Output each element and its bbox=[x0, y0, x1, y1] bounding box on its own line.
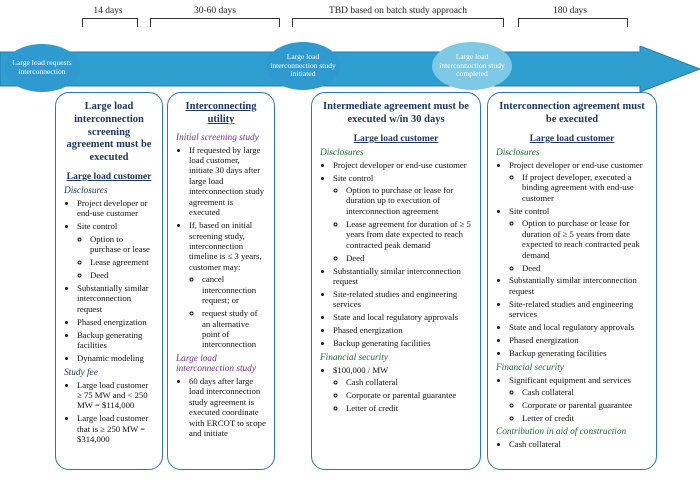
list-item-text: Cash collateral bbox=[509, 439, 561, 450]
sub-list-item: ◦ Letter of credit bbox=[346, 403, 472, 413]
timeline-label: TBD based on batch study approach bbox=[329, 6, 467, 16]
list-item-text: Significant equipment and services bbox=[509, 374, 631, 385]
timeline-bracket bbox=[518, 18, 628, 27]
section-label: Financial security bbox=[320, 352, 388, 363]
list-item bbox=[333, 325, 472, 335]
list-item bbox=[509, 335, 648, 345]
list-item-text: Backup generating facilities bbox=[333, 338, 431, 349]
sub-list-item: ◦ Option to purchase or lease for duration of ≥ 5 years from date expected to reach contracted peak demand bbox=[522, 218, 648, 260]
milestone-label: Large load interconnection study initiated bbox=[270, 51, 336, 79]
list-item bbox=[77, 380, 154, 411]
section-label: Disclosures bbox=[496, 147, 540, 158]
list-item-text: $100,000 / MW bbox=[333, 364, 389, 375]
timeline-label: 30-60 days bbox=[194, 6, 236, 16]
timeline-bracket bbox=[292, 18, 504, 27]
list-item bbox=[509, 275, 648, 296]
sub-list-item: ◦ Cash collateral bbox=[522, 387, 648, 397]
list-item bbox=[77, 413, 154, 444]
sub-list-item: ◦ Deed bbox=[346, 253, 472, 263]
sub-list bbox=[509, 172, 648, 203]
list-item-text: Project developer or end-use customer bbox=[333, 159, 467, 170]
list-item bbox=[509, 299, 648, 320]
list-item bbox=[509, 160, 648, 204]
list-item bbox=[189, 220, 266, 350]
list-item-text: State and local regulatory approvals bbox=[509, 322, 634, 333]
list-item bbox=[509, 375, 648, 424]
list-item-text: Large load customer ≥ 75 MW and < 250 MW = $114,000 bbox=[77, 379, 149, 411]
sub-list bbox=[189, 274, 266, 350]
sub-list bbox=[333, 185, 472, 263]
section-label: Large load interconnection study bbox=[176, 353, 256, 374]
milestone-requests-interconnection bbox=[4, 44, 80, 92]
list-item bbox=[333, 173, 472, 264]
list-item-text: Site control bbox=[509, 205, 550, 216]
card-screening-agreement bbox=[55, 92, 163, 470]
section-list bbox=[496, 160, 648, 359]
sub-list-item: ◦ Option to purchase or lease for duration up to execution of interconnection agreement bbox=[346, 185, 472, 216]
list-item-text: Project developer or end-use customer bbox=[509, 159, 643, 170]
sub-list-item: ◦ Deed bbox=[90, 270, 154, 280]
list-item bbox=[333, 289, 472, 310]
timeline-label: 180 days bbox=[552, 6, 588, 16]
process-arrow bbox=[0, 46, 700, 92]
list-item bbox=[509, 348, 648, 358]
list-item-text: 60 days after large load interconnection study agreement is executed coordinate with ERCOT to scope and initiate bbox=[189, 375, 266, 439]
list-item-text: State and local regulatory approvals bbox=[333, 312, 458, 323]
section-label: Study fee bbox=[64, 367, 98, 378]
list-item-text: Phased energization bbox=[77, 316, 147, 327]
card-title: Large load interconnection screening agreement must be executed bbox=[66, 101, 152, 164]
card-title: Intermediate agreement must be executed w/in 30 days bbox=[323, 101, 469, 125]
section-list bbox=[496, 439, 648, 449]
milestone-study-completed bbox=[432, 42, 512, 90]
list-item-text: Substantially similar interconnection request bbox=[77, 283, 149, 314]
section-label: Disclosures bbox=[320, 147, 364, 158]
card-interconnection-agreement bbox=[487, 92, 657, 470]
section-list bbox=[64, 380, 154, 445]
sub-list-item: ◦ Deed bbox=[522, 263, 648, 273]
section-label: Contribution in aid of construction bbox=[496, 427, 627, 438]
sub-list-item: ◦ Lease agreement bbox=[90, 257, 154, 267]
list-item-text: Project developer or end-use customer bbox=[77, 197, 148, 219]
card-title: Interconnection agreement must be executed bbox=[499, 101, 645, 125]
sub-list-item: ◦ Corporate or parental guarantee bbox=[522, 400, 648, 410]
list-item bbox=[333, 266, 472, 287]
sub-list bbox=[77, 234, 154, 281]
timeline-bracket bbox=[82, 18, 138, 27]
sub-list-item: ◦ request study of an alternative point of interconnection bbox=[202, 308, 266, 350]
milestone-label: Large load interconnection study completed bbox=[439, 51, 505, 79]
section-label: Disclosures bbox=[64, 185, 108, 196]
sub-list-item: ◦ If project developer, executed a binding agreement with end-use customer bbox=[522, 172, 648, 203]
list-item-text: Site-related studies and engineering services bbox=[333, 288, 458, 310]
sub-list bbox=[509, 387, 648, 423]
list-item bbox=[509, 322, 648, 332]
section-list bbox=[320, 160, 472, 349]
timeline-label: 14 days bbox=[93, 6, 123, 16]
section-list bbox=[176, 145, 266, 350]
section-list bbox=[64, 198, 154, 364]
list-item bbox=[333, 160, 472, 170]
sub-list-item: ◦ Cash collateral bbox=[346, 377, 472, 387]
list-item-text: Substantially similar interconnection request bbox=[509, 275, 637, 296]
list-item bbox=[509, 206, 648, 273]
sub-list-item: ◦ Corporate or parental guarantee bbox=[346, 390, 472, 400]
list-item-text: If requested by large load customer, initiate 30 days after large load interconnection study agreement is executed bbox=[189, 144, 265, 218]
list-item-text: Site control bbox=[333, 172, 374, 183]
list-item-text: Site-related studies and engineering services bbox=[509, 298, 634, 320]
sub-list-item: ◦ cancel interconnection request; or bbox=[202, 274, 266, 305]
list-item bbox=[333, 338, 472, 348]
section-list bbox=[176, 376, 266, 439]
list-item bbox=[77, 283, 154, 314]
card-subheading: Large load customer bbox=[353, 132, 439, 144]
card-intermediate-agreement bbox=[311, 92, 481, 470]
sub-list-item: ◦ Letter of credit bbox=[522, 413, 648, 423]
list-item-text: Phased energization bbox=[509, 335, 579, 346]
list-item-text: If, based on initial screening study, interconnection timeline is ≤ 3 years, customer may: bbox=[189, 220, 262, 272]
sub-list bbox=[509, 218, 648, 273]
card-subheading: Large load customer bbox=[66, 170, 152, 182]
list-item bbox=[333, 365, 472, 414]
list-item bbox=[189, 376, 266, 439]
sub-list-item: ◦ Lease agreement for duration of ≥ 5 years from date expected to reach contracted peak demand bbox=[346, 219, 472, 250]
sub-list-item: ◦ Option to purchase or lease bbox=[90, 234, 154, 255]
section-label: Initial screening study bbox=[176, 132, 259, 143]
list-item-text: Backup generating facilities bbox=[509, 348, 607, 359]
list-item-text: Site control bbox=[77, 221, 118, 232]
milestone-label: Large load requests interconnection bbox=[12, 58, 72, 76]
list-item bbox=[189, 145, 266, 218]
section-label: Financial security bbox=[496, 362, 564, 373]
card-subheading: Large load customer bbox=[529, 132, 615, 144]
timeline-bracket bbox=[150, 18, 280, 27]
section-list bbox=[496, 375, 648, 424]
list-item bbox=[333, 312, 472, 322]
list-item-text: Large load customer that is ≥ 250 MW = $314,000 bbox=[77, 413, 149, 445]
list-item bbox=[77, 353, 154, 363]
section-list bbox=[320, 365, 472, 414]
milestone-study-initiated bbox=[266, 42, 340, 90]
list-item bbox=[77, 198, 154, 219]
card-title: Interconnecting utility bbox=[185, 101, 257, 125]
list-item-text: Backup generating facilities bbox=[77, 329, 143, 351]
list-item bbox=[77, 221, 154, 280]
list-item-text: Substantially similar interconnection request bbox=[333, 265, 461, 286]
sub-list bbox=[333, 377, 472, 413]
list-item bbox=[509, 439, 648, 449]
list-item bbox=[77, 330, 154, 351]
list-item-text: Dynamic modeling bbox=[77, 353, 144, 364]
card-interconnecting-utility bbox=[167, 92, 275, 470]
list-item bbox=[77, 317, 154, 327]
list-item-text: Phased energization bbox=[333, 325, 403, 336]
